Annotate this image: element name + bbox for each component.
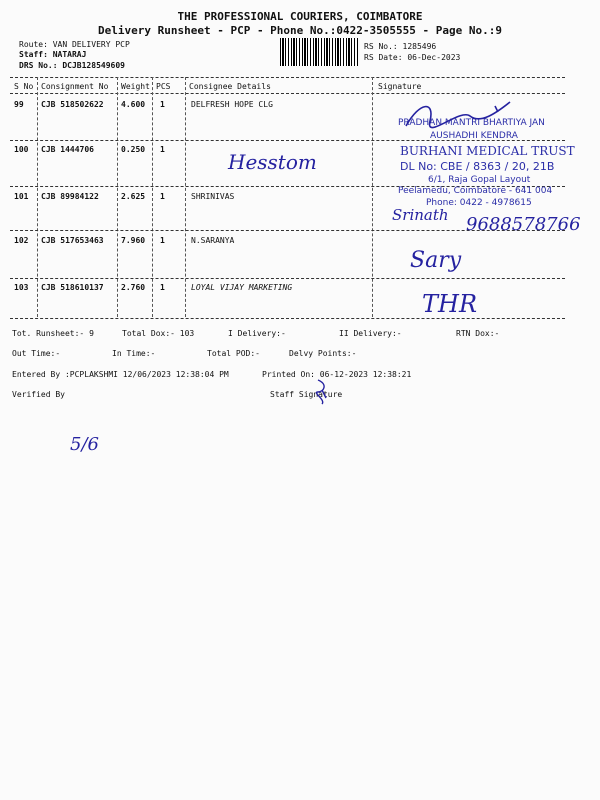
col-divider bbox=[372, 77, 373, 317]
i-delivery: I Delivery:- bbox=[228, 329, 286, 338]
row-consignment: CJB 518610137 bbox=[41, 283, 104, 292]
stamp-line: Peelamedu, Coimbatore - 641 004 bbox=[398, 186, 553, 196]
col-header-weight: Weight bbox=[121, 82, 150, 91]
col-header-sno: S No bbox=[14, 82, 34, 91]
header-divider-bottom bbox=[10, 93, 565, 94]
row-divider bbox=[10, 278, 565, 279]
col-header-consignment: Consignment No bbox=[41, 82, 109, 91]
company-title: THE PROFESSIONAL COURIERS, COIMBATORE bbox=[177, 10, 423, 23]
header-divider-top bbox=[10, 77, 565, 78]
tot-runsheet: Tot. Runsheet:- 9 bbox=[12, 329, 94, 338]
printed-on: Printed On: 06-12-2023 12:38:21 bbox=[262, 370, 412, 379]
barcode-image bbox=[280, 38, 358, 66]
rs-number: RS No.: 1285496 bbox=[364, 42, 437, 51]
row-consignment: CJB 1444706 bbox=[41, 145, 94, 154]
row102-signature: Sary bbox=[410, 248, 462, 273]
row-sno: 100 bbox=[14, 145, 29, 154]
ii-delivery: II Delivery:- bbox=[339, 329, 402, 338]
row-consignee: SHRINIVAS bbox=[191, 192, 235, 201]
handwritten-margin-note: 5/6 bbox=[70, 434, 99, 455]
handwritten-consignee: Hesstom bbox=[228, 150, 317, 174]
staff-label: Staff: NATARAJ bbox=[19, 50, 87, 59]
row-pcs: 1 bbox=[160, 283, 165, 292]
stamp-line: BURHANI MEDICAL TRUST bbox=[400, 144, 575, 158]
row-weight: 0.250 bbox=[121, 145, 146, 154]
row99-signature bbox=[400, 96, 530, 136]
row-sno: 101 bbox=[14, 192, 29, 201]
row-weight: 4.600 bbox=[121, 100, 146, 109]
row-divider bbox=[10, 318, 565, 319]
row-consignment: CJB 517653463 bbox=[41, 236, 104, 245]
verified-by: Verified By bbox=[12, 390, 65, 399]
row-consignee: DELFRESH HOPE CLG bbox=[191, 100, 273, 109]
col-header-consignee: Consignee Details bbox=[189, 82, 271, 91]
row-sno: 99 bbox=[14, 100, 24, 109]
staff-signature-mark bbox=[312, 378, 334, 406]
stamp-line: PRADHAN MANTRI BHARTIYA JAN bbox=[398, 118, 545, 128]
total-dox: Total Dox:- 103 bbox=[122, 329, 195, 338]
row-sno: 102 bbox=[14, 236, 29, 245]
in-time: In Time:- bbox=[112, 349, 156, 358]
col-header-signature: Signature bbox=[378, 82, 422, 91]
col-divider bbox=[37, 77, 38, 317]
stamp-line: DL No: CBE / 8363 / 20, 21B bbox=[400, 160, 555, 173]
row-consignment: CJB 89984122 bbox=[41, 192, 99, 201]
stamp-line: 6/1, Raja Gopal Layout bbox=[428, 175, 531, 185]
stamp-line: Phone: 0422 - 4978615 bbox=[426, 198, 532, 208]
row-pcs: 1 bbox=[160, 236, 165, 245]
rtn-dox: RTN Dox:- bbox=[456, 329, 500, 338]
col-header-pcs: PCS bbox=[156, 82, 171, 91]
row-consignment: CJB 518502622 bbox=[41, 100, 104, 109]
row-weight: 2.625 bbox=[121, 192, 146, 201]
route-label: Route: VAN DELIVERY PCP bbox=[19, 40, 130, 49]
row-weight: 7.960 bbox=[121, 236, 146, 245]
stamp-line: AUSHADHI KENDRA bbox=[430, 131, 518, 141]
total-pod: Total POD:- bbox=[207, 349, 260, 358]
row-consignee: LOYAL VIJAY MARKETING bbox=[191, 283, 293, 292]
staff-signature-label: Staff Signature bbox=[270, 390, 343, 399]
runsheet-subtitle: Delivery Runsheet - PCP - Phone No.:0422-3505555 - Page No.:9 bbox=[98, 24, 502, 37]
delvy-points: Delvy Points:- bbox=[289, 349, 357, 358]
rs-date: RS Date: 06-Dec-2023 bbox=[364, 53, 461, 62]
row-weight: 2.760 bbox=[121, 283, 146, 292]
col-divider bbox=[117, 77, 118, 317]
handwritten-phone: 9688578766 bbox=[466, 214, 581, 235]
row-pcs: 1 bbox=[160, 192, 165, 201]
row101-signature: Srinath bbox=[392, 206, 449, 224]
col-divider bbox=[185, 77, 186, 317]
row-sno: 103 bbox=[14, 283, 29, 292]
entered-by: Entered By :PCPLAKSHMI 12/06/2023 12:38:04 PM bbox=[12, 370, 229, 379]
row-consignee: N.SARANYA bbox=[191, 236, 235, 245]
row-pcs: 1 bbox=[160, 100, 165, 109]
out-time: Out Time:- bbox=[12, 349, 61, 358]
drs-number: DRS No.: DCJB128549609 bbox=[19, 61, 125, 70]
row103-signature: THR bbox=[422, 290, 478, 318]
row-pcs: 1 bbox=[160, 145, 165, 154]
col-divider bbox=[152, 77, 153, 317]
